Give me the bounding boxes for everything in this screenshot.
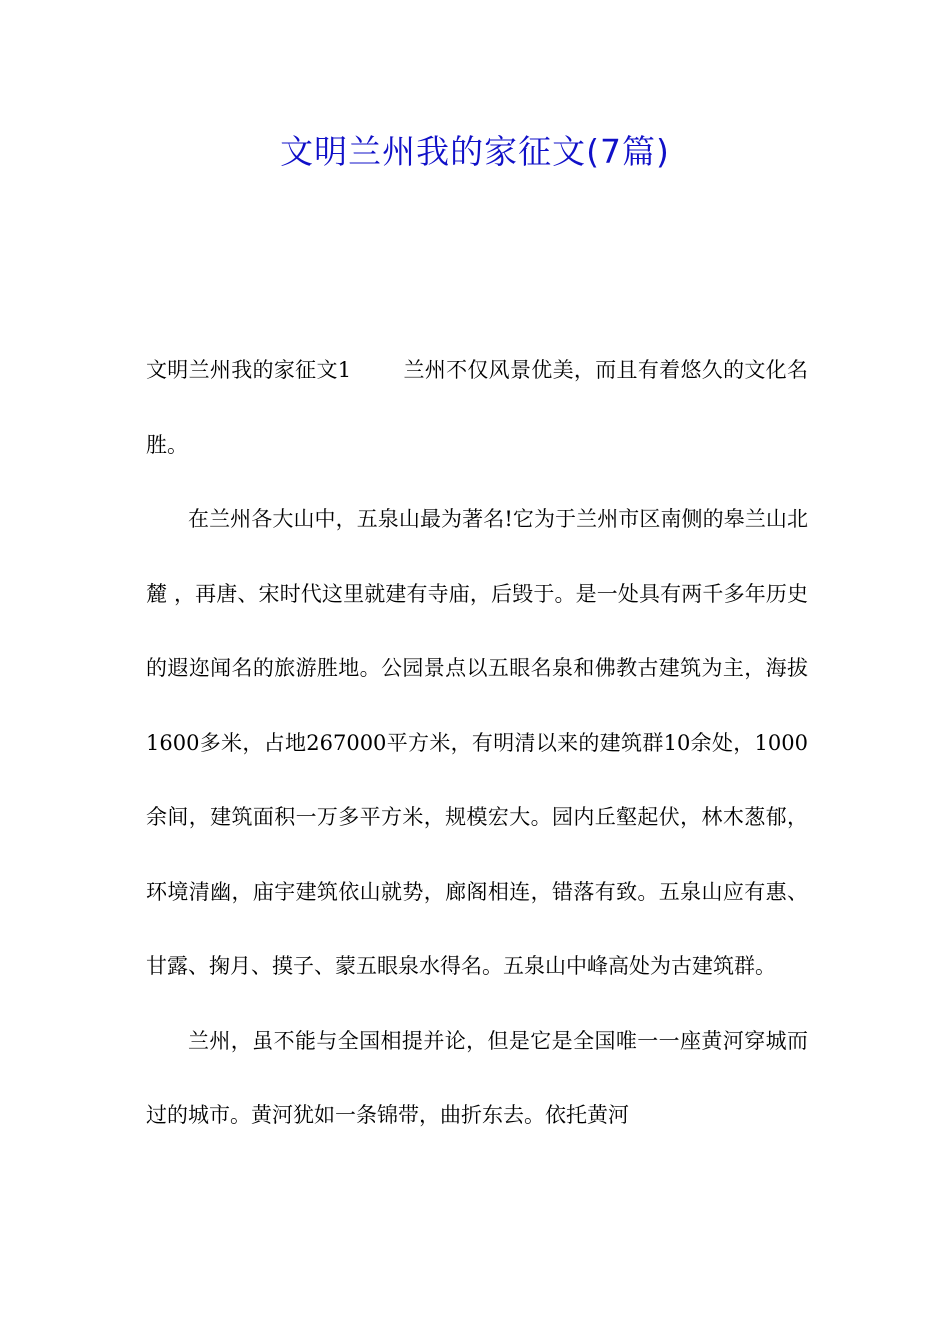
document-body [146,333,808,1153]
paragraph-3: 兰州，虽不能与全国相提并论，但是它是全国唯一一座黄河穿城而过的城市。黄河犹如一条锦带，曲折东去。依托黄河 [146,1028,808,1127]
document-title: 文明兰州我的家征文(7篇) [280,132,670,171]
paragraph-1-text: 兰州不仅风景优美，而且有着悠久的文化名胜。 [146,358,808,457]
paragraph-1 [146,333,808,482]
paragraph-2: 在兰州各大山中，五泉山最为著名!它为于兰州市区南侧的皋兰山北麓 ，再唐、宋时代这里就建有寺庙，后毁于。是一处具有两千多年历史的遐迩闻名的旅游胜地。公园景点以五眼名泉和佛教古建筑为主，海拔1600多米，占地267000平方米，有明清以来的建筑群10余处，1000余间，建筑面积一万多平方米，规模宏大。园内丘壑起伏，林木葱郁，环境清幽，庙宇建筑依山就势，廊阁相连，错落有致。五泉山应有惠、甘露、掬月、摸子、蒙五眼泉水得名。五泉山中峰高处为古建筑群。 [146,507,808,978]
essay-heading: 文明兰州我的家征文1 [146,358,352,382]
